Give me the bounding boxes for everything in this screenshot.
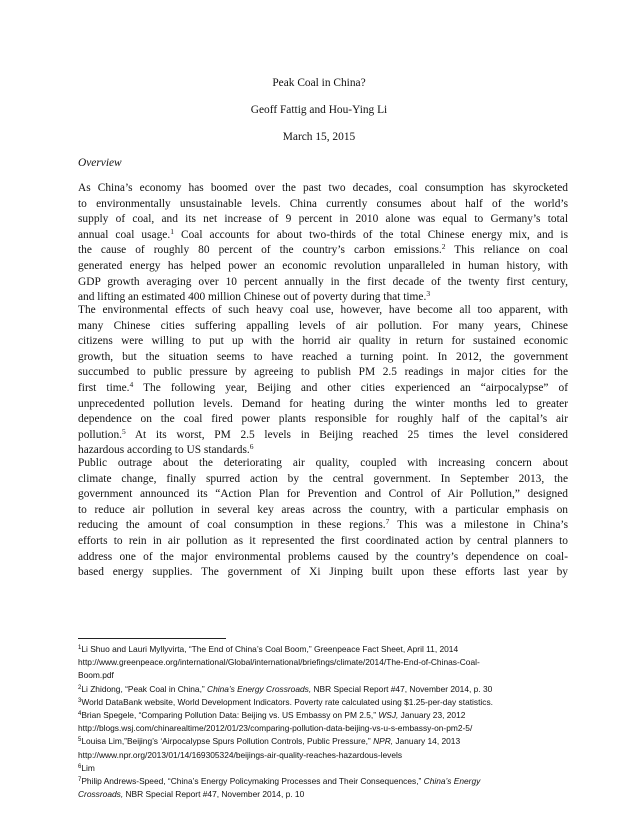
paragraph-line: efforts to rein in air pollution as it represented the first coordinated action by central planners to	[78, 534, 568, 547]
paragraph-line: dependence on the coal fired power plants responsible for roughly half of the capital’s air	[78, 413, 568, 426]
footnote-ref: 4	[129, 379, 134, 389]
paragraph-line: generated energy has helped power an economic revolution unparalleled in human history, with	[78, 259, 568, 272]
paragraph-line: government announced its “Action Plan for Prevention and Control of Air Pollution,” designed	[78, 488, 568, 501]
footnote-ref: 5	[121, 426, 126, 436]
footnote-link[interactable]: http://www.greenpeace.org/international/Global/international/briefings/climate/2014/The-End-of-Chinas-Coal-	[78, 657, 480, 668]
paragraph-line: climate change, finally spurred action by the central government. In September 2013, the	[78, 472, 568, 485]
paragraph-line: succumbed to public pressure by agreeing to publish PM 2.5 readings in major cities for the	[78, 366, 568, 379]
footnote-7: $^7$Philip Andrews-Speed, “China’s Energy Policymaking Processes and Their Consequences,” China’s Energy	[78, 776, 481, 787]
footnote-3: $^3$World DataBank website, World Development Indicators. Poverty rate calculated using $1.25-per-day statistics.	[78, 696, 493, 707]
paragraph-line: growth, but the situation seems to have reached a turning point. In 2012, the government	[78, 350, 568, 363]
document-date: March 15, 2015	[282, 131, 356, 143]
paragraph-line: the cause of roughly 80 percent of the country’s carbon emissions.$^2$ This reliance on coal	[78, 242, 568, 257]
section-heading-overview: Overview	[78, 157, 122, 169]
paragraph-line: and lifting an estimated 400 million Chinese out of poverty during that time.$^3$	[78, 289, 431, 304]
footnote-ref: 2	[441, 242, 446, 252]
paragraph-line: pollution.$^5$ At its worst, PM 2.5 levels in Beijing reached 25 times the level considered	[78, 426, 568, 441]
footnote-5: $^5$Louisa Lim,”Beijing’s ‘Airpocalypse Spurs Pollution Controls, Public Pressure,” NPR, January 14, 2013	[78, 736, 461, 747]
paragraph-line: As China’s economy has boomed over the past two decades, coal consumption has skyrocketed	[78, 182, 568, 194]
paragraph-line: reducing the amount of coal consumption in these regions.$^7$ This was a milestone in China’s	[78, 517, 568, 532]
paragraph-line: based energy supplies. The government of Xi Jinping built upon these efforts last year by	[78, 566, 568, 579]
paragraph-2	[78, 303, 568, 459]
paragraph-line: The environmental effects of such heavy coal use, however, have become all too apparent, with	[78, 304, 568, 316]
footnote-1: $^1$Li Shuo and Lauri Myllyvirta, “The End of China’s Coal Boom,” Greenpeace Fact Sheet, April 11, 2014	[78, 644, 459, 654]
footnote-link[interactable]: Boom.pdf	[78, 670, 114, 681]
paragraph-line: GDP growth averaging over 10 percent annually in the first decade of the twenty first century,	[78, 275, 568, 288]
paragraph-3	[78, 456, 568, 581]
footnotes	[78, 643, 568, 801]
footnote-separator	[78, 638, 226, 639]
footnote-ref: 3	[426, 289, 431, 299]
footnote-ref: 7	[385, 517, 390, 527]
paragraph-1	[78, 181, 568, 306]
footnote-6: $^6$Lim	[78, 762, 95, 773]
footnote-ref: 1	[170, 226, 174, 236]
paragraph-line: to environmentally unsustainable levels. China currently consumes about half of the world’s	[78, 197, 568, 210]
paragraph-line: hazardous according to US standards.$^6$	[78, 442, 254, 457]
paragraph-line: to reduce air pollution in several key areas across the country, with a particular emphasis on	[78, 503, 568, 516]
paragraph-line: first time.$^4$ The following year, Beijing and other cities experienced an “airpocalypse” of	[78, 379, 568, 394]
document-authors: Geoff Fattig and Hou-Ying Li	[250, 104, 388, 116]
footnote-7-continued: Crossroads, NBR Special Report #47, November 2014, p. 10	[78, 789, 305, 800]
footnote-2: $^2$Li Zhidong, “Peak Coal in China,” China’s Energy Crossroads, NBR Special Report #47, November 2014, p. 30	[78, 683, 493, 694]
paragraph-line: annual coal usage.$^1$ Coal accounts for about two-thirds of the total Chinese energy mix, and is	[78, 226, 568, 241]
footnote-link[interactable]: http://blogs.wsj.com/chinarealtime/2012/01/23/comparing-pollution-data-beijing-vs-u-s-embassy-on-pm2-5/	[78, 723, 473, 734]
footnote-ref: 6	[249, 442, 254, 452]
paragraph-line: unprecedented pollution levels. Demand for heating during the winter months led to greater	[78, 397, 568, 410]
paragraph-line: many Chinese cities suffering appalling levels of air pollution. For many years, Chinese	[78, 319, 568, 332]
footnote-link[interactable]: http://www.npr.org/2013/01/14/169305324/beijings-air-quality-reaches-hazardous-levels	[78, 749, 403, 760]
paragraph-line: Public outrage about the deteriorating air quality, coupled with increasing concern about	[78, 457, 568, 469]
footnote-4: $^4$Brian Spegele, “Comparing Pollution Data: Beijing vs. US Embassy on PM 2.5,” WSJ, January 23, 2012	[78, 710, 466, 721]
document-title: Peak Coal in China?	[272, 77, 366, 89]
paragraph-line: address one of the major environmental problems caused by the country’s dependence on coal-	[78, 550, 568, 563]
paragraph-line: citizens were willing to put up with the horrid air quality in return for sustained economic	[78, 335, 568, 348]
paragraph-line: supply of coal, and its net increase of 9 percent in 2010 alone was equal to Germany’s total	[78, 213, 568, 226]
